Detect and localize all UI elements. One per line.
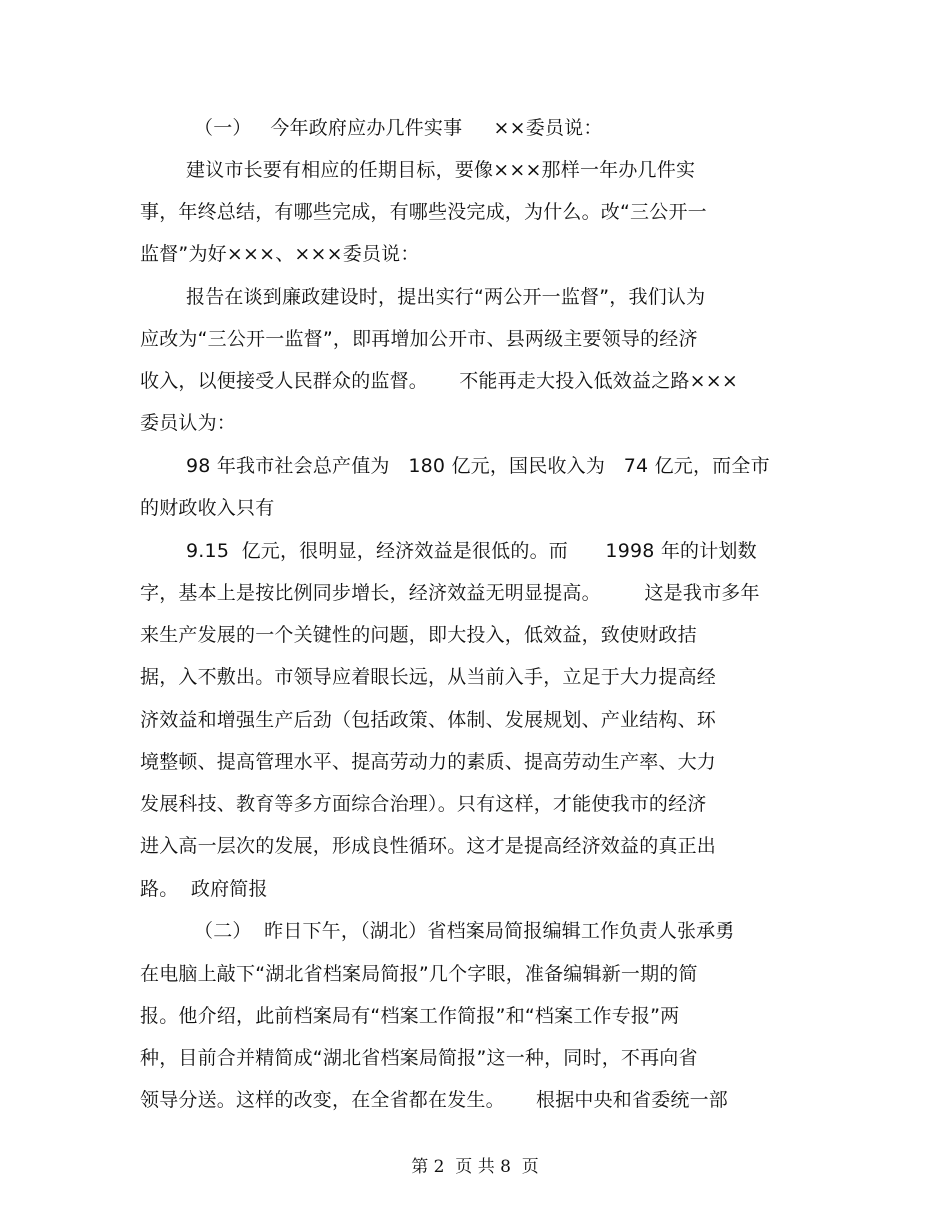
page-number-footer: 第 2 页 共 8 页 (411, 1157, 539, 1177)
text-line: 的财政收入只有 (140, 497, 275, 519)
text-line: 领导分送。这样的改变，在全省都在发生。 根据中央和省委统一部 (140, 1089, 728, 1111)
text-line: 来生产发展的一个关键性的问题，即大投入，低效益，致使财政拮 (140, 624, 697, 646)
text-line: 报告在谈到廉政建设时，提出实行“两公开一监督”，我们认为 (186, 286, 706, 308)
text-line: 事，年终总结，有哪些完成，有哪些没完成，为什么。改“三公开一 (140, 201, 707, 223)
text-line: 进入高一层次的发展，形成良性循环。这才是提高经济效益的真正出 (140, 835, 717, 857)
text-line: 9.15 亿元，很明显，经济效益是很低的。而 1998 年的计划数 (186, 540, 757, 562)
text-line: 应改为“三公开一监督”，即再增加公开市、县两级主要领导的经济 (140, 328, 698, 350)
text-line: 委员认为： (140, 412, 237, 434)
text-line: 境整顿、提高管理水平、提高劳动力的素质、提高劳动生产率、大力 (140, 751, 717, 773)
text-line: 字，基本上是按比例同步增长，经济效益无明显提高。 这是我市多年 (140, 582, 760, 604)
text-line: （一） 今年政府应办几件实事 ××委员说： (194, 117, 603, 139)
text-line: 报。他介绍，此前档案局有“档案工作简报”和“档案工作专报”两 (140, 1005, 680, 1027)
text-line: 收入，以便接受人民群众的监督。 不能再走大投入低效益之路××× (140, 370, 738, 392)
text-line: 种，目前合并精简成“湖北省档案局简报”这一种，同时，不再向省 (140, 1047, 698, 1069)
text-line: 98 年我市社会总产值为 180 亿元，国民收入为 74 亿元，而全市 (186, 455, 770, 477)
text-line: 济效益和增强生产后劲（包括政策、体制、发展规划、产业结构、环 (140, 709, 717, 731)
text-line: 发展科技、教育等多方面综合治理）。只有这样，才能使我市的经济 (140, 793, 707, 815)
text-line: 监督”为好×××、×××委员说： (140, 243, 420, 265)
text-line: 建议市长要有相应的任期目标，要像×××那样一年办几件实 (186, 159, 696, 181)
text-line: 路。 政府简报 (140, 878, 268, 900)
text-line: 在电脑上敲下“湖北省档案局简报”几个字眼，准备编辑新一期的简 (140, 963, 698, 985)
text-line: 据，入不敷出。市领导应着眼长远，从当前入手，立足于大力提高经 (140, 666, 717, 688)
text-line: （二） 昨日下午，（湖北）省档案局简报编辑工作负责人张承勇 (194, 920, 735, 942)
